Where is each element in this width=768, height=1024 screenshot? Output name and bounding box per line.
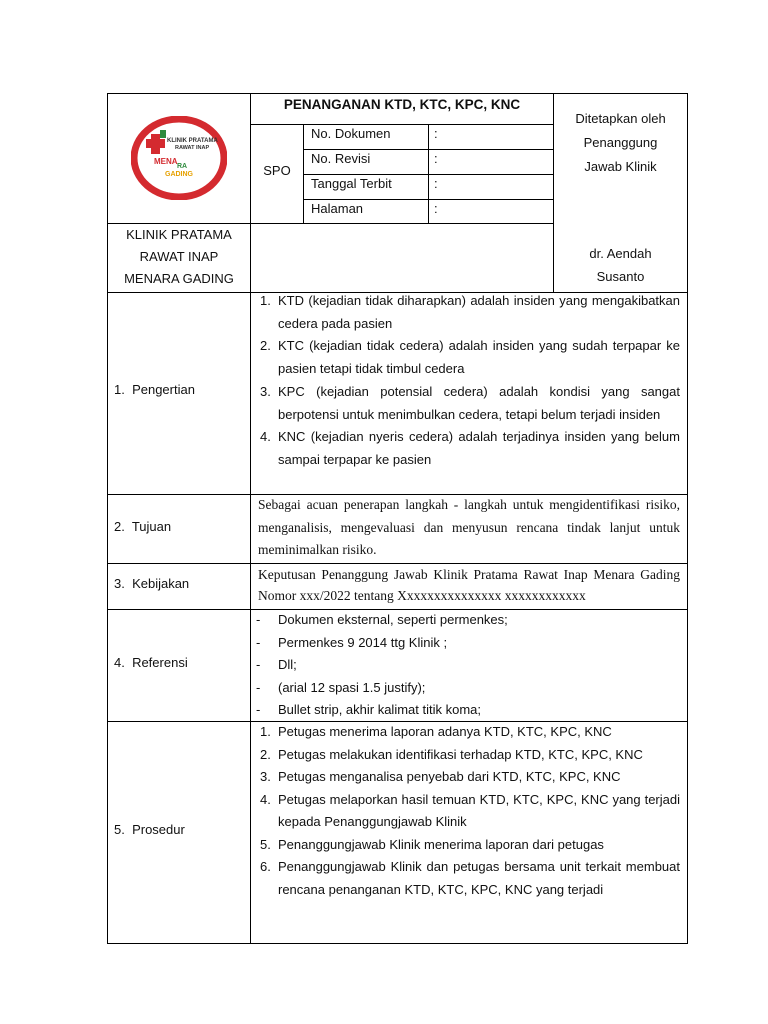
logo-word3: GADING [165,171,193,178]
approval-line1: Ditetapkan oleh [575,111,666,126]
section-label-pengertian: 1. Pengertian [114,382,195,397]
list-item: 1. KTD (kejadian tidak diharapkan) adalah insiden yang mengakibatkan cedera pada pasien [260,293,680,331]
field-halaman-value: : [434,201,438,216]
clinic-logo [131,116,227,200]
list-item: 2. KTC (kejadian tidak cedera) adalah insiden yang sudah terpapar ke pasien tetapi tidak timbul cedera [260,338,680,377]
list-item: 3. Petugas menganalisa penyebab dari KTD, KTC, KPC, KNC [260,769,621,784]
list-item: 2. Petugas melakukan identifikasi terhadap KTD, KTC, KPC, KNC [260,746,643,762]
list-item: 6. Penanggungjawab Klinik dan petugas bersama unit terkait membuat rencana penanganan KTD, KTC, KPC, KNC yang terjadi [260,859,680,897]
field-no-dokumen-label: No. Dokumen [311,126,391,141]
signer-name [554,242,687,288]
field-tanggal-terbit-value: : [434,176,438,191]
referensi-list [252,609,680,722]
list-item: 3. KPC (kejadian potensial cedera) adalah kondisi yang sangat berpotensi untuk menimbulkan cedera, tetapi belum terjadi insiden [260,383,680,422]
border-spo-right [303,124,304,224]
logo-text-line1: KLINIK PRATAMA [167,138,218,144]
list-item: 4. KNC (kejadian nyeris cedera) adalah terjadinya insiden yang belum sampai terpapar ke pasien [260,429,680,467]
signer-line1: dr. Aendah [589,246,652,261]
field-halaman-label: Halaman [311,201,364,216]
tujuan-text: Sebagai acuan penerapan langkah - langkah untuk mengidentifikasi risiko, menganalisis, mengevaluasi dan menyusun rencana tindak lanjut untuk meminimalkan risiko. [258,497,680,557]
logo-word1: MENA [154,157,178,166]
spo-label: SPO [263,163,291,178]
border-right [687,93,688,944]
list-item: - Dll; [256,657,297,672]
section-label-prosedur: 5. Prosedur [114,822,185,837]
list-item: - Dokumen eksternal, seperti permenkes; [256,612,508,627]
signer-line2: Susanto [596,269,645,284]
section-label-tujuan: 2. Tujuan [114,519,172,534]
border-left [107,93,108,944]
logo-text-line2: RAWAT INAP [175,145,210,151]
border-fields-bottom [250,223,554,224]
list-item: 4. Petugas melaporkan hasil temuan KTD, KTC, KPC, KNC yang terjadi kepada Penanggungjawab Klinik [260,791,680,829]
field-no-revisi-label: No. Revisi [311,151,371,166]
section-label-kebijakan: 3. Kebijakan [114,576,190,591]
field-no-dokumen-value: : [434,126,438,141]
approval-line3: Jawab Klinik [584,159,657,174]
prosedur-list [252,721,680,901]
section-label-referensi: 4. Referensi [114,655,188,670]
pengertian-list [252,290,680,472]
approval-line2: Penanggung [583,135,658,150]
logo-word2: RA [177,163,188,170]
list-item: 1. Petugas menerima laporan adanya KTD, KTC, KPC, KNC [260,724,612,739]
list-item: 5. Penanggungjawab Klinik menerima laporan dari petugas [260,836,604,852]
clinic-name-line3: MENARA GADING [124,271,234,286]
list-item: - Bullet strip, akhir kalimat titik koma; [256,702,482,717]
field-tanggal-terbit-label: Tanggal Terbit [311,176,392,191]
border-col1 [250,93,251,944]
clinic-name-line2: RAWAT INAP [139,249,219,264]
border-value-left [428,124,429,224]
kebijakan-text: Keputusan Penanggung Jawab Klinik Pratama Rawat Inap Menara Gading Nomor xxx/2022 tentang Xxxxxxxxxxxxxxx xxxxxxxxxxxx [258,567,680,603]
approval-text [554,107,687,179]
list-item: - (arial 12 spasi 1.5 justify); [256,679,426,695]
field-no-revisi-value: : [434,151,438,166]
list-item: - Permenkes 9 2014 ttg Klinik ; [256,634,448,650]
clinic-name-line1: KLINIK PRATAMA [126,227,232,242]
document-title: PENANGANAN KTD, KTC, KPC, KNC [283,97,521,112]
border-title-bottom [250,124,554,125]
clinic-name [108,224,250,290]
border-top [107,93,688,94]
border-bottom [107,943,688,944]
